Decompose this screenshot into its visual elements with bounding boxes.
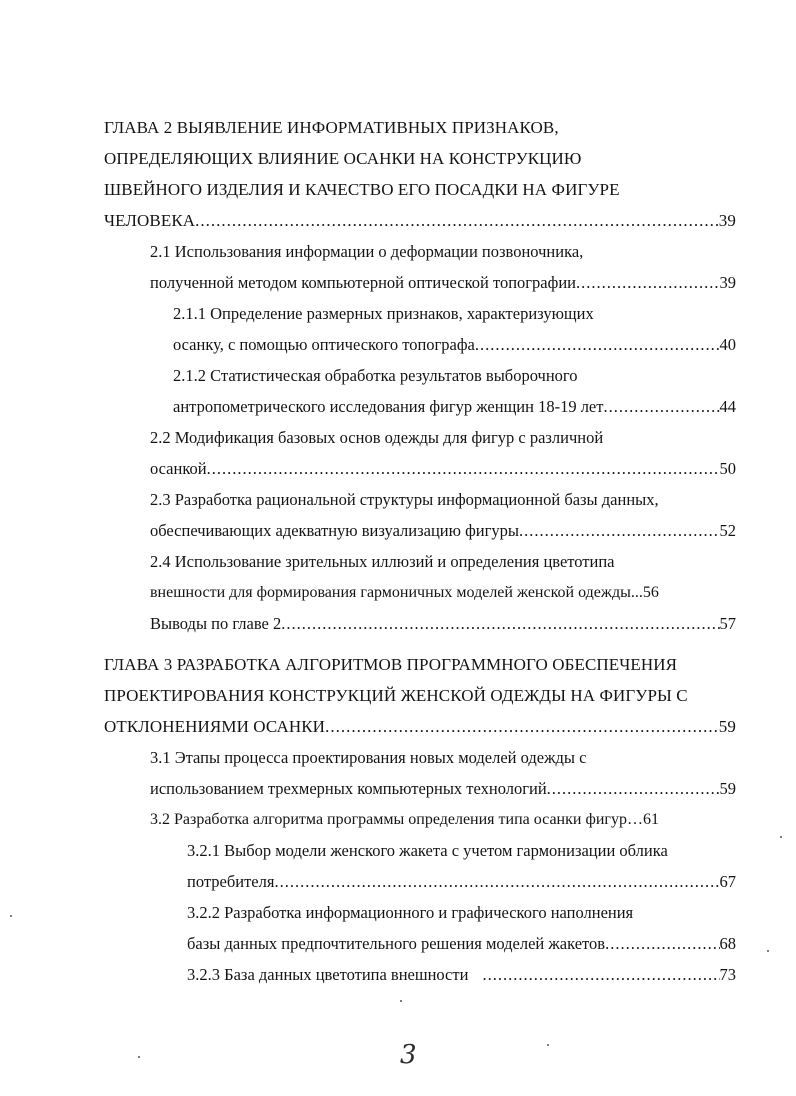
section-2-2-entry[interactable] [150, 459, 736, 479]
section-2-1-line-2: полученной методом компьютерной оптической топографии [150, 273, 576, 292]
leader-dots [576, 273, 720, 293]
leader-dots [482, 965, 719, 985]
leader-dots [475, 335, 720, 355]
scan-speck [10, 915, 12, 917]
section-3-2-2-entry[interactable] [187, 934, 736, 954]
chapter-2-title-line-4: ЧЕЛОВЕКА [104, 211, 196, 230]
section-2-1-1-entry[interactable] [173, 335, 736, 355]
section-2-3-entry[interactable] [150, 521, 736, 541]
section-3-2-3-label: 3.2.3 База данных цветотипа внешности [187, 965, 469, 984]
page-ref: 40 [719, 335, 736, 354]
section-2-1-line-1: 2.1 Использования информации о деформации позвоночника, [150, 242, 584, 261]
section-3-2-1-line-2: потребителя [187, 872, 275, 891]
page-ref: 44 [719, 397, 736, 416]
section-3-2-1-line-1: 3.2.1 Выбор модели женского жакета с учетом гармонизации облика [187, 841, 668, 860]
page-ref: 52 [719, 521, 736, 540]
leader-dots [603, 397, 719, 417]
scan-speck [767, 950, 769, 952]
page-ref: 73 [719, 965, 736, 984]
section-2-4-line-1: 2.4 Использование зрительных иллюзий и определения цветотипа [150, 552, 615, 571]
leader-dots [207, 459, 720, 479]
section-2-1-entry[interactable] [150, 273, 736, 293]
section-3-1-line-1: 3.1 Этапы процесса проектирования новых моделей одежды с [150, 748, 587, 767]
leader-dots [547, 779, 720, 799]
leader-dots [519, 521, 720, 541]
section-2-1-2-entry[interactable] [173, 397, 736, 417]
section-2-1-2-line-1: 2.1.2 Статистическая обработка результатов выборочного [173, 366, 578, 385]
page-ref: 57 [719, 614, 736, 633]
section-2-1-1-line-2: осанку, с помощью оптического топографа [173, 335, 475, 354]
leader-dots [281, 614, 719, 634]
page-ref: 39 [719, 273, 736, 292]
page-ref: 59 [718, 717, 736, 736]
chapter-2-entry[interactable] [104, 211, 736, 231]
section-3-2-2-line-1: 3.2.2 Разработка информационного и графического наполнения [187, 903, 634, 922]
chapter-3-entry[interactable] [104, 717, 736, 737]
section-2-1-1-line-1: 2.1.1 Определение размерных признаков, характеризующих [173, 304, 594, 323]
page-ref: 50 [719, 459, 736, 478]
leader-dots [325, 717, 719, 737]
section-2-1-2-line-2: антропометрического исследования фигур женщин 18-19 лет [173, 397, 604, 416]
section-3-2-2-line-2: базы данных предпочтительного решения моделей жакетов [187, 934, 606, 953]
leader-dots [605, 934, 719, 954]
section-2-2-line-2: осанкой [150, 459, 207, 478]
page-number: 3 [400, 1040, 417, 1070]
chapter-2-title-line-2: ОПРЕДЕЛЯЮЩИХ ВЛИЯНИЕ ОСАНКИ НА КОНСТРУКЦИЮ [104, 149, 582, 168]
section-3-2-3-entry[interactable] [187, 965, 736, 985]
page-ref: 39 [718, 211, 736, 230]
scan-speck [400, 1000, 402, 1002]
section-2-3-line-1: 2.3 Разработка рациональной структуры информационной базы данных, [150, 490, 659, 509]
chapter-3-title-line-3: ОТКЛОНЕНИЯМИ ОСАНКИ [104, 717, 326, 736]
section-3-2-1-entry[interactable] [187, 872, 736, 892]
page-ref: 59 [719, 779, 736, 798]
section-3-1-line-2: использованием трехмерных компьютерных технологий [150, 779, 547, 798]
section-2-2-line-1: 2.2 Модификация базовых основ одежды для фигур с различной [150, 428, 604, 447]
chapter-3-title-line-1: ГЛАВА 3 РАЗРАБОТКА АЛГОРИТМОВ ПРОГРАММНОГО ОБЕСПЕЧЕНИЯ [104, 655, 678, 674]
chapter-2-title-line-1: ГЛАВА 2 ВЫЯВЛЕНИЕ ИНФОРМАТИВНЫХ ПРИЗНАКОВ, [104, 118, 559, 137]
scan-speck [547, 1044, 549, 1046]
section-2-3-line-2: обеспечивающих адекватную визуализацию фигуры [150, 521, 519, 540]
conclusions-chapter-2-entry[interactable] [150, 614, 736, 634]
section-3-2-line-1[interactable]: 3.2 Разработка алгоритма программы определения типа осанки фигур…61 [150, 811, 659, 828]
page-ref: 68 [719, 934, 736, 953]
leader-dots [195, 211, 719, 231]
page-ref: 67 [719, 872, 736, 891]
leader-dots [274, 872, 719, 892]
scan-speck [780, 836, 782, 838]
chapter-3-title-line-2: ПРОЕКТИРОВАНИЯ КОНСТРУКЦИЙ ЖЕНСКОЙ ОДЕЖДЫ НА ФИГУРЫ С [104, 686, 688, 705]
scan-speck [138, 1056, 140, 1058]
section-3-1-entry[interactable] [150, 779, 736, 799]
chapter-2-title-line-3: ШВЕЙНОГО ИЗДЕЛИЯ И КАЧЕСТВО ЕГО ПОСАДКИ НА ФИГУРЕ [104, 180, 620, 199]
section-2-4-line-2[interactable]: внешности для формирования гармоничных моделей женской одежды...56 [150, 584, 659, 601]
conclusions-chapter-2-label: Выводы по главе 2 [150, 614, 282, 633]
